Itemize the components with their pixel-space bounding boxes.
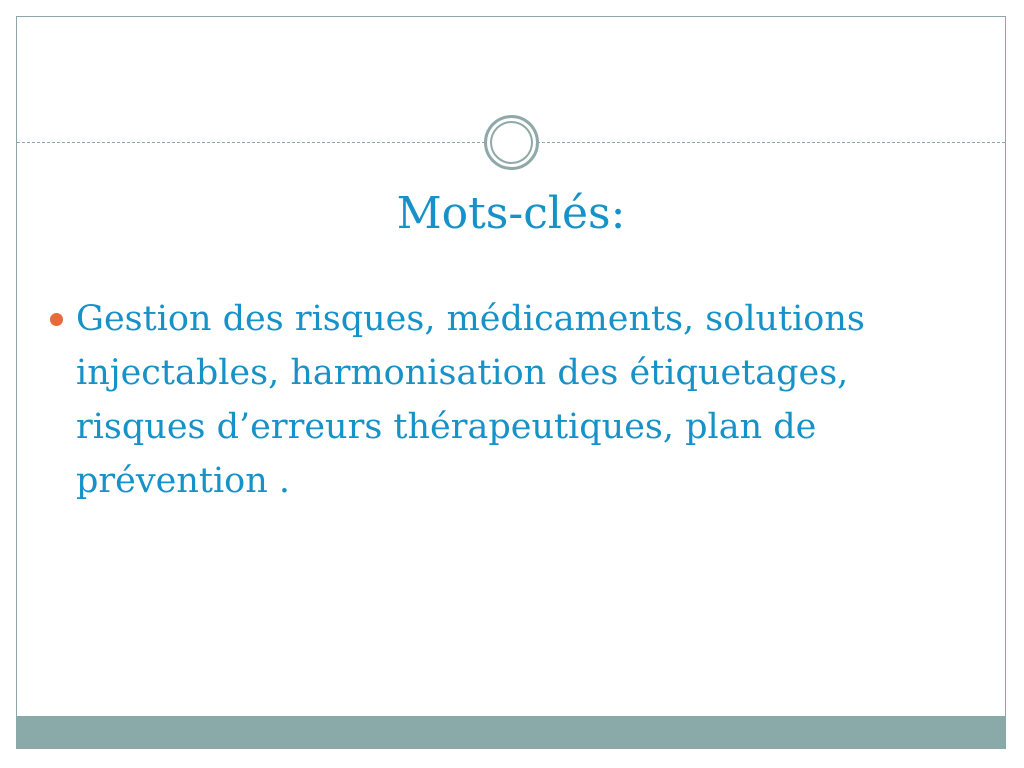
bullet-text: Gestion des risques, médicaments, solutions injectables, harmonisation des étiquetages, risques d’erreurs thérapeutiques, plan de prévention .: [76, 299, 865, 501]
ring-ornament-icon: [484, 115, 539, 170]
list-item: [46, 292, 976, 508]
bullet-dot-icon: [50, 313, 63, 326]
slide-title: Mots-clés:: [396, 188, 626, 239]
bullet-list: [46, 292, 976, 508]
footer-bar: [17, 716, 1005, 748]
